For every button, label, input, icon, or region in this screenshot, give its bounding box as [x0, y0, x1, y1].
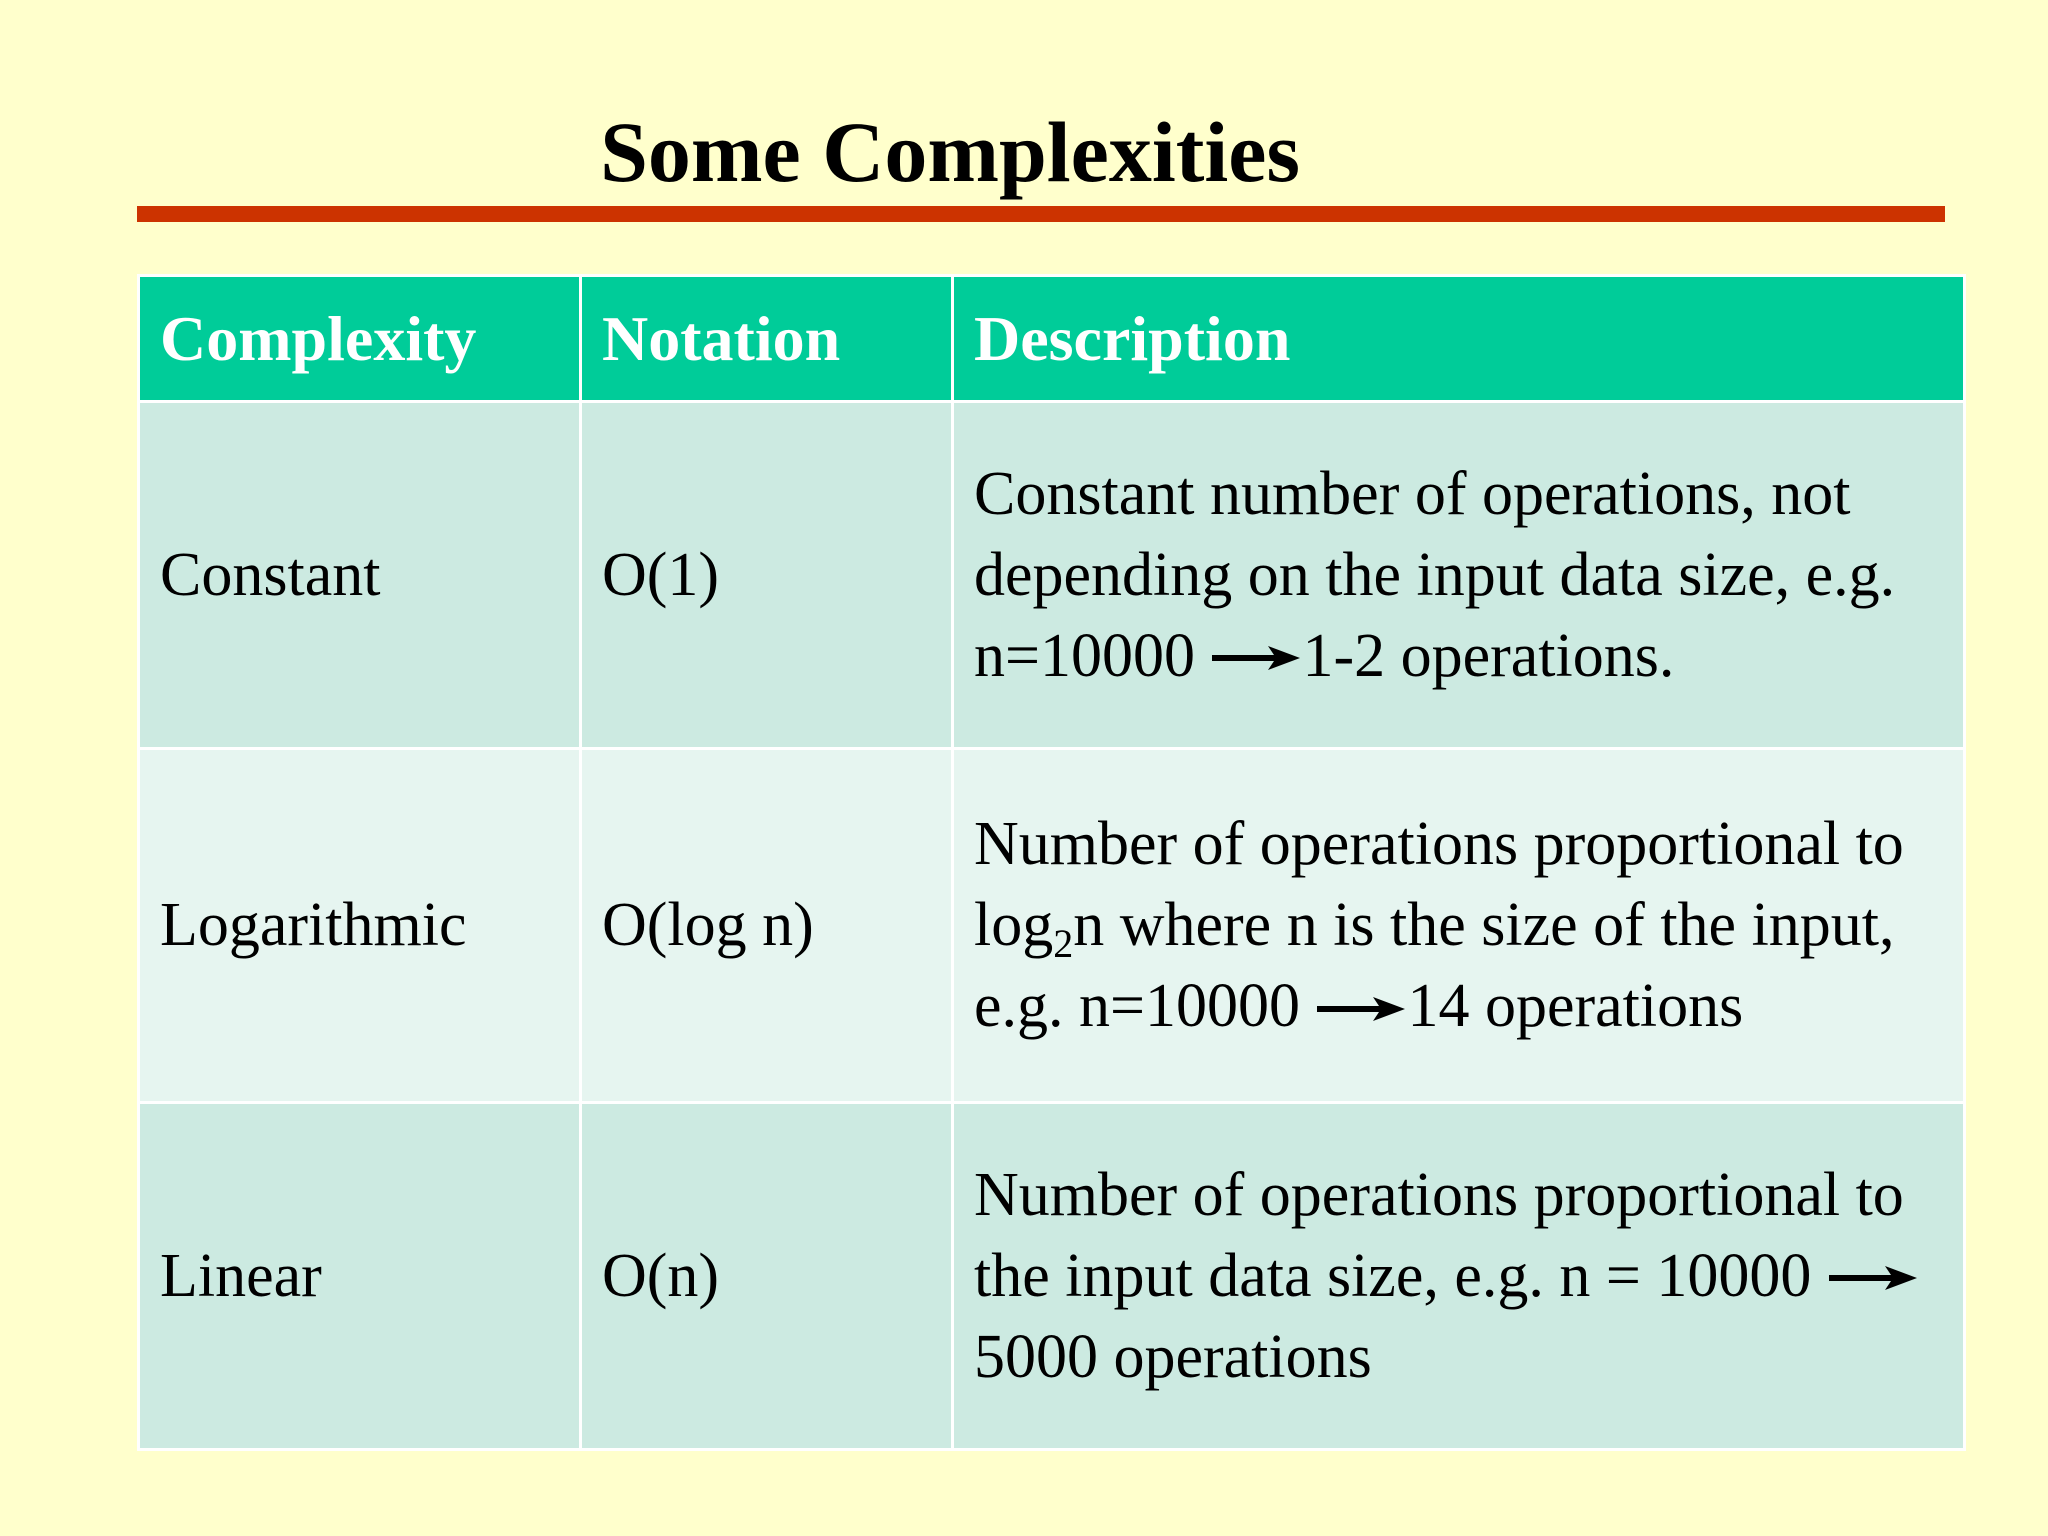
complexity-table	[137, 274, 1966, 1451]
table-row	[139, 402, 1965, 749]
header-description: Description	[953, 276, 1965, 402]
description-result: 1-2 operations.	[1302, 621, 1675, 690]
notation-cell: O(n)	[581, 1103, 953, 1450]
header-complexity: Complexity	[139, 276, 581, 402]
description-text: Number of operations proportional to the input data size, e.g. n = 10000	[974, 1160, 1904, 1310]
complexity-cell: Linear	[139, 1103, 581, 1450]
description-cell	[953, 402, 1965, 749]
right-arrow-icon	[1827, 1258, 1919, 1298]
right-arrow-icon	[1210, 638, 1302, 678]
complexity-cell: Constant	[139, 402, 581, 749]
description-cell	[953, 1103, 1965, 1450]
description-result: 14 operations	[1407, 972, 1744, 1040]
notation-cell: O(log n)	[581, 749, 953, 1103]
table-row	[139, 1103, 1965, 1450]
header-notation: Notation	[581, 276, 953, 402]
description-text-continued: n where n is the size of the input, e.g. n=10000	[974, 891, 1895, 1040]
table-header	[139, 276, 1965, 402]
log-base-subscript: 2	[1053, 921, 1074, 966]
header-row	[139, 276, 1965, 402]
title-divider	[137, 206, 1945, 222]
complexity-cell: Logarithmic	[139, 749, 581, 1103]
notation-cell: O(1)	[581, 402, 953, 749]
description-text: Constant number of operations, not depending on the input data size, e.g. n=10000	[974, 459, 1896, 690]
description-cell	[953, 749, 1965, 1103]
slide-title: Some Complexities	[600, 104, 1300, 200]
right-arrow-icon	[1315, 989, 1407, 1029]
description-text: Number of operations proportional to log	[974, 810, 1904, 959]
description-result: 5000 operations	[974, 1322, 1372, 1391]
table-row	[139, 749, 1965, 1103]
